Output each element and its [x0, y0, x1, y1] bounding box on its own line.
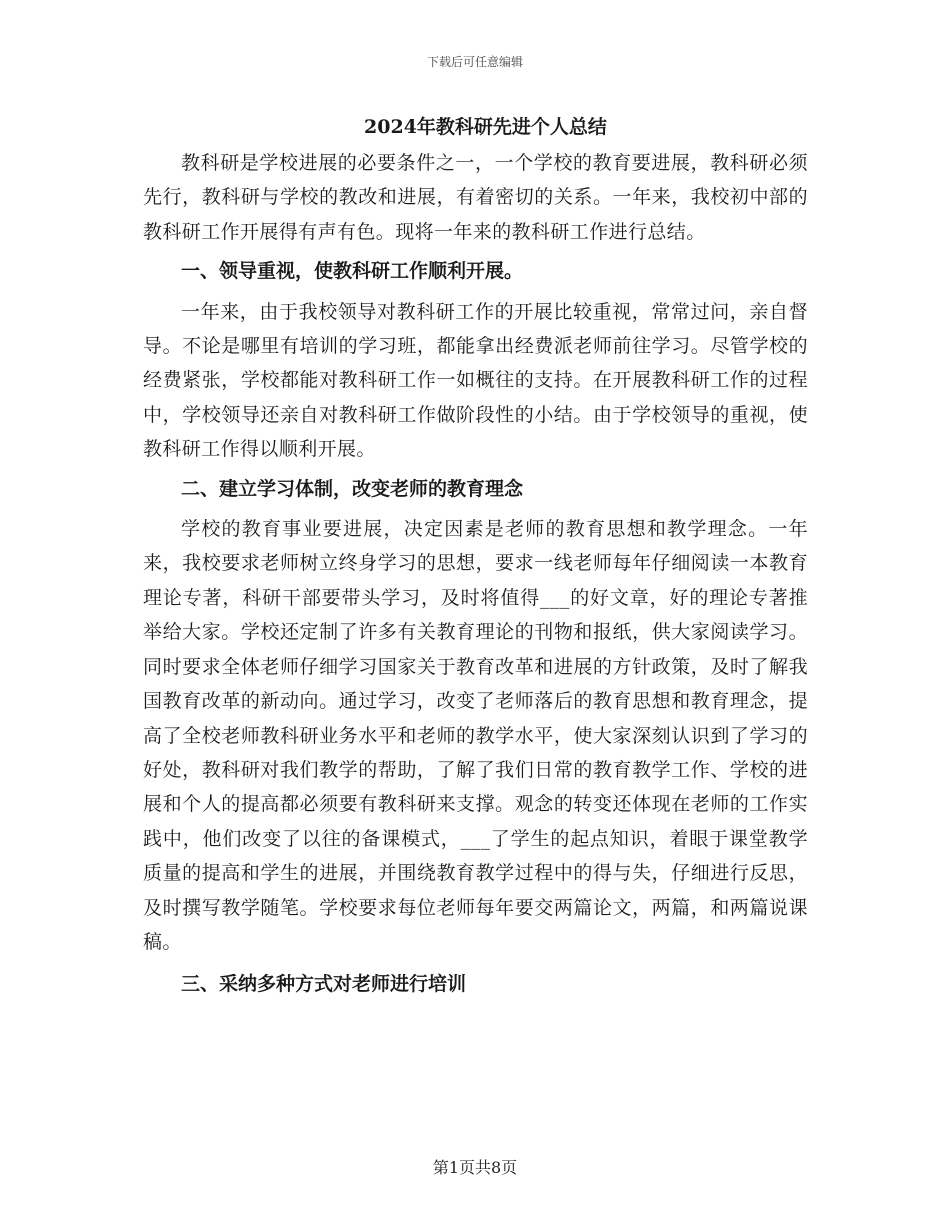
intro-paragraph: 教科研是学校进展的必要条件之一，一个学校的教育要进展，教科研必须先行，教科研与学校的教改和进展，有着密切的关系。一年来，我校初中部的教科研工作开展得有声有色。现将一年来的教科研工作进行总结。 — [143, 152, 808, 243]
section1-paragraph: 一年来，由于我校领导对教科研工作的开展比较重视，常常过问，亲自督导。不论是哪里有培训的学习班，都能拿出经费派老师前往学习。尽管学校的经费紧张，学校都能对教科研工作一如概往的支持。在开展教科研工作的过程中，学校领导还亲自对教科研工作做阶段性的小结。由于学校领导的重视，使教科研工作得以顺利开展。 — [143, 300, 808, 461]
section2-paragraph: 学校的教育事业要进展，决定因素是老师的教育思想和教学理念。一年来，我校要求老师树立终身学习的思想，要求一线老师每年仔细阅读一本教育理论专著，科研干部要带头学习，及时将值得___的好文章，好的理论专著推举给大家。学校还定制了许多有关教育理论的刊物和报纸，供大家阅读学习。同时要求全体老师仔细学习国家关于教育改革和进展的方针政策，及时了解我国教育改革的新动向。通过学习，改变了老师落后的教育思想和教育理念，提高了全校老师教科研业务水平和老师的教学水平，使大家深刻认识到了学习的好处，教科研对我们教学的帮助，了解了我们日常的教育教学工作、学校的进展和个人的提高都必须要有教科研来支撑。观念的转变还体现在老师的工作实践中，他们改变了以往的备课模式，___了学生的起点知识，着眼于课堂教学质量的提高和学生的进展，并围绕教育教学过程中的得与失，仔细进行反思，及时撰写教学随笔。学校要求每位老师每年要交两篇论文，两篇，和两篇说课稿。 — [143, 518, 808, 953]
document-title: 2024年教科研先进个人总结 — [364, 116, 607, 138]
section3-heading: 三、采纳多种方式对老师进行培训 — [181, 973, 467, 996]
document-body — [143, 108, 808, 1008]
page-footer: 第1页共8页 — [432, 1158, 518, 1177]
page-header: 下载后可任意编辑 — [426, 55, 523, 69]
section2-heading: 二、建立学习体制，改变老师的教育理念 — [181, 477, 524, 500]
section1-heading: 一、领导重视，使教科研工作顺利开展。 — [181, 260, 524, 283]
